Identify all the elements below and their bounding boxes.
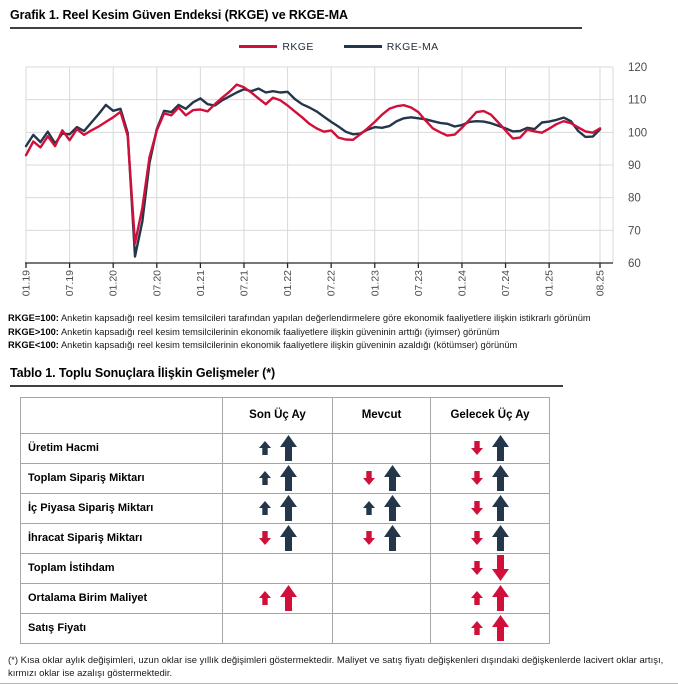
arrow-cell	[431, 583, 550, 613]
legend-label-rkge: RKGE	[282, 40, 314, 53]
rkge-line-chart	[0, 58, 678, 306]
up-arrow-short-icon	[259, 471, 271, 485]
arrow-cell	[223, 613, 333, 643]
svg-text:07.20: 07.20	[151, 270, 164, 297]
up-arrow-long-icon	[492, 465, 509, 491]
table-row	[21, 553, 550, 583]
up-arrow-short-icon	[471, 621, 483, 635]
svg-text:110: 110	[628, 94, 647, 107]
legend-label-rkge-ma: RKGE-MA	[386, 40, 439, 53]
table-row	[21, 523, 550, 553]
arrow-cell	[333, 553, 431, 583]
svg-text:60: 60	[628, 258, 641, 270]
svg-text:01.22: 01.22	[282, 270, 295, 297]
down-arrow-short-icon	[471, 471, 483, 485]
arrow-cell	[431, 433, 550, 463]
svg-text:07.24: 07.24	[500, 270, 513, 297]
arrow-cell	[431, 613, 550, 643]
up-arrow-short-icon	[363, 501, 375, 515]
svg-text:01.21: 01.21	[194, 270, 207, 297]
svg-text:08.25: 08.25	[594, 270, 607, 297]
rkge-ma-series-line	[26, 89, 600, 257]
arrow-cell	[333, 613, 431, 643]
chart-footnote-line: RKGE<100: Anketin kapsadığı reel kesim temsilcilerinin ekonomik faaliyetlere ilişkin güveninin azaldığı (kötümser) görünüm	[8, 340, 518, 350]
x-axis	[25, 263, 613, 268]
row-label: Toplam İstihdam	[21, 553, 223, 583]
row-label: Üretim Hacmi	[21, 433, 223, 463]
up-arrow-long-icon	[492, 615, 509, 641]
chart-gridlines	[26, 67, 613, 263]
svg-text:70: 70	[628, 225, 641, 238]
up-arrow-long-icon	[280, 465, 297, 491]
summary-results-table	[20, 397, 550, 644]
y-axis-labels	[628, 62, 647, 270]
svg-text:01.20: 01.20	[107, 270, 120, 297]
svg-text:07.23: 07.23	[412, 270, 425, 297]
arrow-cell	[333, 583, 431, 613]
legend-item-rkge-ma	[344, 41, 439, 53]
svg-text:01.23: 01.23	[369, 270, 382, 297]
chart-title: Grafik 1. Reel Kesim Güven Endeksi (RKGE) ve RKGE-MA	[10, 8, 582, 29]
up-arrow-long-icon	[280, 435, 297, 461]
svg-text:07.21: 07.21	[238, 270, 251, 297]
arrow-cell	[431, 493, 550, 523]
up-arrow-long-icon	[384, 495, 401, 521]
up-arrow-short-icon	[471, 591, 483, 605]
up-arrow-long-icon	[492, 525, 509, 551]
down-arrow-long-icon	[492, 555, 509, 581]
table-header-col-2: Gelecek Üç Ay	[431, 397, 550, 433]
rkge-ma-line-swatch	[344, 45, 382, 48]
row-label: Ortalama Birim Maliyet	[21, 583, 223, 613]
arrow-cell	[223, 583, 333, 613]
down-arrow-short-icon	[259, 531, 271, 545]
row-label: Toplam Sipariş Miktarı	[21, 463, 223, 493]
down-arrow-short-icon	[471, 561, 483, 575]
table-row	[21, 613, 550, 643]
down-arrow-short-icon	[363, 471, 375, 485]
down-arrow-short-icon	[471, 501, 483, 515]
table-row	[21, 463, 550, 493]
x-axis-labels	[21, 270, 607, 296]
arrow-cell	[223, 433, 333, 463]
arrow-cell	[333, 523, 431, 553]
svg-text:120: 120	[628, 62, 648, 74]
up-arrow-short-icon	[259, 441, 271, 455]
table-footnote: (*) Kısa oklar aylık değişimleri, uzun oklar ise yıllık değişimleri göstermektedir. Maliyet ve satış fiyatı değişkenleri dışındaki değişkenlerde lacivert oklar artışı, kırmızı oklar ise azalışı göstermektedir.	[8, 654, 664, 679]
legend-item-rkge	[239, 41, 313, 53]
table-header-col-1: Mevcut	[333, 397, 431, 433]
table-row	[21, 583, 550, 613]
svg-text:01.25: 01.25	[543, 270, 556, 297]
arrow-cell	[431, 463, 550, 493]
svg-text:01.19: 01.19	[20, 270, 33, 297]
table-header-row	[21, 397, 550, 433]
arrow-cell	[431, 523, 550, 553]
down-arrow-short-icon	[471, 531, 483, 545]
table-row	[21, 493, 550, 523]
up-arrow-short-icon	[259, 501, 271, 515]
rkge-line-swatch	[239, 45, 277, 48]
up-arrow-long-icon	[280, 525, 297, 551]
svg-text:01.24: 01.24	[456, 270, 469, 297]
table-title: Tablo 1. Toplu Sonuçlara İlişkin Gelişmeler (*)	[10, 366, 563, 387]
up-arrow-long-icon	[280, 585, 297, 611]
arrow-cell	[223, 523, 333, 553]
down-arrow-short-icon	[471, 441, 483, 455]
table-header-empty	[21, 397, 223, 433]
arrow-cell	[223, 553, 333, 583]
row-label: İç Piyasa Sipariş Miktarı	[21, 493, 223, 523]
up-arrow-long-icon	[492, 585, 509, 611]
table-row	[21, 433, 550, 463]
down-arrow-short-icon	[363, 531, 375, 545]
arrow-cell	[223, 463, 333, 493]
chart-footnotes	[8, 312, 672, 353]
row-label: Satış Fiyatı	[21, 613, 223, 643]
arrow-cell	[333, 493, 431, 523]
svg-text:07.19: 07.19	[64, 270, 77, 297]
up-arrow-long-icon	[492, 435, 509, 461]
svg-text:80: 80	[628, 192, 641, 205]
svg-text:100: 100	[628, 127, 648, 140]
arrow-cell	[223, 493, 333, 523]
up-arrow-long-icon	[492, 495, 509, 521]
chart-footnote-line: RKGE>100: Anketin kapsadığı reel kesim temsilcilerinin ekonomik faaliyetlere ilişkin güveninin arttığı (iyimser) görünüm	[8, 326, 500, 337]
chart-footnote-line: RKGE=100: Anketin kapsadığı reel kesim temsilcileri tarafından yapılan değerlendirmelere göre ekonomik faaliyetlere ilişkin istikrarlı görünüm	[8, 313, 591, 323]
svg-text:90: 90	[628, 160, 641, 172]
arrow-cell	[333, 463, 431, 493]
up-arrow-long-icon	[384, 465, 401, 491]
arrow-cell	[431, 553, 550, 583]
table-header-col-0: Son Üç Ay	[223, 397, 333, 433]
svg-text:07.22: 07.22	[325, 270, 338, 297]
row-label: İhracat Sipariş Miktarı	[21, 523, 223, 553]
chart-legend	[0, 39, 678, 54]
up-arrow-long-icon	[280, 495, 297, 521]
up-arrow-long-icon	[384, 525, 401, 551]
arrow-cell	[333, 433, 431, 463]
up-arrow-short-icon	[259, 591, 271, 605]
